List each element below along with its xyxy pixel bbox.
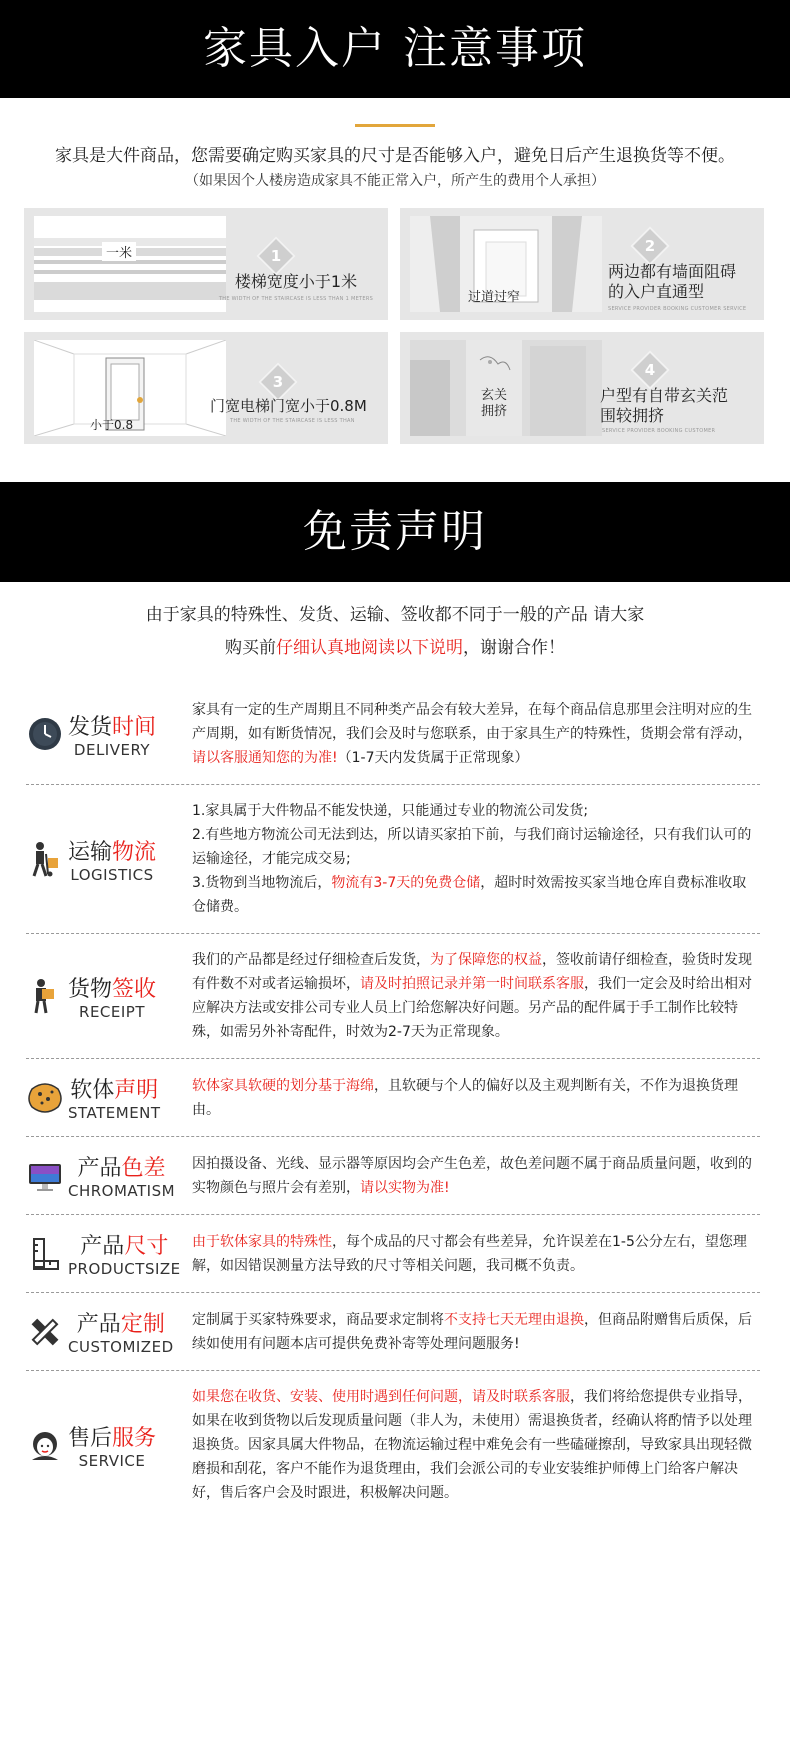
section-text: 由于软体家具的特殊性，每个成品的尺寸都会有些差异，允许误差在1-5公分左右，望您理解，如因错误测量方法导致的尺寸等相关问题，我司概不负责。 [192, 1233, 747, 1274]
section-title: 产品色差 [77, 1156, 166, 1181]
section-subtitle: LOGISTICS [70, 865, 154, 884]
stair-illustration [34, 216, 226, 312]
courier-icon [26, 840, 64, 878]
section-title: 运输物流 [68, 839, 157, 865]
section-subtitle: CHROMATISM [68, 1182, 176, 1200]
pic-label: 小于0.8 [90, 418, 134, 432]
person-box-icon [26, 977, 64, 1015]
corridor-illustration [410, 216, 602, 312]
pic-label: 过道过窄 [468, 290, 521, 305]
tile-title: 楼梯宽度小于1米 [234, 272, 358, 291]
header-banner: 家具入户 注意事项 [0, 0, 790, 98]
tile-title: 门宽电梯门宽小于0.8M [210, 397, 367, 415]
section-chromatism [26, 1137, 760, 1215]
section-title: 软体声明 [70, 1078, 159, 1103]
tile-subtitle: THE WIDTH OF THE STAIRCASE IS LESS THAN 1 METERS [218, 296, 374, 302]
door-illustration [34, 340, 226, 436]
section-receipt [26, 934, 760, 1059]
tile-title: 户型有自带玄关范围较拥挤 [600, 386, 729, 425]
section-service [26, 1371, 760, 1505]
notice-line-1: 由于家具的特殊性、发货、运输、签收都不同于一般的产品 请大家 [145, 605, 645, 625]
section-title: 产品尺寸 [80, 1234, 169, 1259]
section-text: 家具有一定的生产周期且不同种类产品会有较大差异，在每个商品信息那里会注明对应的生产周期，如有断货情况，我们会及时与您联系，由于家具生产的特殊性，货期会常有浮动，请以客服通知您的为准!（1-7天内发货属于正常现象） [192, 702, 752, 766]
section-text: 我们的产品都是经过仔细检查后发货，为了保障您的权益，签收前请仔细检查，验货时发现有件数不对或者运输损坏，请及时拍照记录并第一时间联系客服，我们一定会及时给出相对应解决方法或安排公司专业人员上门给您解决好问题。另产品的配件属于手工制作比较特殊，如需另外补寄配件，时效为2-7天为正常现象。 [192, 952, 752, 1040]
ruler-icon [26, 1235, 64, 1273]
section-logistics [26, 785, 760, 934]
intro [0, 141, 790, 190]
number-badge: 2 [630, 226, 670, 266]
section-subtitle: SERVICE [78, 1451, 146, 1470]
section-text: 定制属于买家特殊要求，商品要求定制将不支持七天无理由退换，但商品附赠售后质保，后续如使用有问题本店可提供免费补寄等处理问题服务! [192, 1311, 752, 1352]
section-subtitle: RECEIPT [79, 1002, 145, 1021]
agent-icon [26, 1426, 64, 1464]
section-subtitle: PRODUCTSIZE [68, 1260, 181, 1278]
tile-corridor [400, 208, 764, 320]
tile-stair-width [24, 208, 388, 320]
section-title: 售后服务 [68, 1425, 157, 1451]
sponge-icon [26, 1079, 64, 1117]
notice-line-2: 购买前仔细认真地阅读以下说明，谢谢合作！ [225, 638, 565, 658]
section-subtitle: STATEMENT [68, 1104, 161, 1122]
disclaimer-intro [0, 600, 790, 658]
section-title: 发货时间 [68, 714, 157, 740]
number-badge: 1 [256, 236, 296, 276]
section-productsize [26, 1215, 760, 1293]
tile-subtitle: THE WIDTH OF THE STAIRCASE IS LESS THAN [230, 418, 355, 424]
section-subtitle: DELIVERY [73, 740, 151, 759]
divider [355, 124, 435, 127]
number-badge: 3 [258, 362, 298, 402]
section-subtitle: CUSTOMIZED [68, 1338, 174, 1356]
section-statement [26, 1059, 760, 1137]
section-title: 货物签收 [68, 976, 157, 1002]
clock-icon [26, 715, 64, 753]
tile-door-width [24, 332, 388, 444]
foyer-illustration [410, 340, 602, 436]
section-text: 因拍摄设备、光线、显示器等原因均会产生色差，故色差问题不属于商品质量问题，收到的实物颜色与照片会有差别，请以实物为准! [192, 1155, 752, 1196]
disclaimer-banner: 免责声明 [0, 482, 790, 582]
pic-label: 一米 [102, 242, 136, 261]
section-customized [26, 1293, 760, 1371]
tile-subtitle: SERVICE PROVIDER BOOKING CUSTOMER SERVICE [608, 306, 747, 312]
section-text: 1.家具属于大件物品不能发快递，只能通过专业的物流公司发货; 2.有些地方物流公司无法到达，所以请买家拍下前，与我们商讨运输途径，只有我们认可的运输途径，才能完成交易; 3.货物到当地物流后，物流有3-7天的免费仓储，超时时效需按买家当地仓库自费标准收取仓储费。 [192, 803, 752, 915]
pic-label: 玄关拥挤 [480, 388, 507, 419]
section-text: 如果您在收货、安装、使用时遇到任何问题，请及时联系客服，我们将给您提供专业指导，如果在收到货物以后发现质量问题（非人为，未使用）需退换货者，经确认将酌情予以处理退换货。因家具属大件物品，在物流运输过程中难免会有一些磕碰擦刮，导致家具出现轻微磨损和刮花，客户不能作为退货理由，我们会派公司的专业安装维护师傅上门给客户解决好，售后客户会及时跟进，积极解决问题。 [192, 1389, 752, 1501]
section-delivery [26, 684, 760, 785]
intro-line-2: （如果因个人楼房造成家具不能正常入户，所产生的费用个人承担） [185, 173, 605, 189]
pencil-ruler-icon [26, 1313, 64, 1351]
tile-title: 两边都有墙面阻碍的入户直通型 [608, 262, 737, 301]
intro-line-1: 家具是大件商品，您需要确定购买家具的尺寸是否能够入户，避免日后产生退换货等不便。 [55, 146, 735, 166]
entry-issue-grid [24, 208, 790, 444]
monitor-icon [26, 1157, 64, 1195]
section-text: 软体家具软硬的划分基于海绵，且软硬与个人的偏好以及主观判断有关，不作为退换货理由。 [192, 1077, 738, 1118]
section-title: 产品定制 [76, 1312, 165, 1337]
number-badge: 4 [630, 350, 670, 390]
disclaimer-sections [26, 684, 760, 1505]
tile-foyer [400, 332, 764, 444]
tile-subtitle: SERVICE PROVIDER BOOKING CUSTOMER [602, 428, 716, 434]
